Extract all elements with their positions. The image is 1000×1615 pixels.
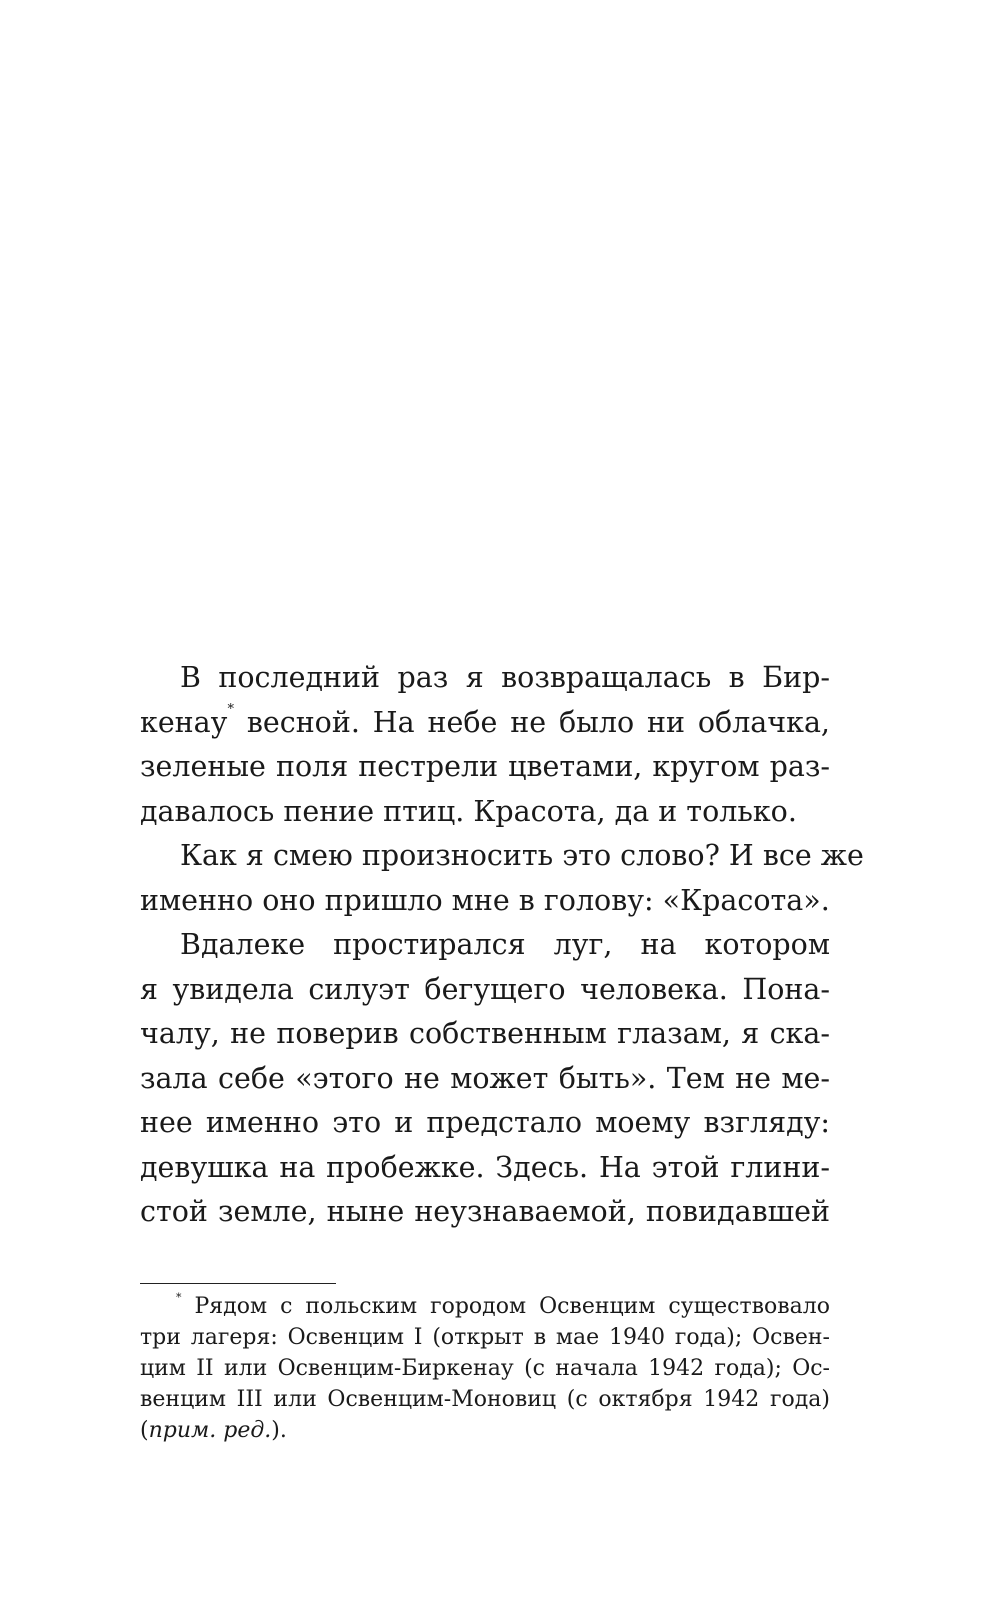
text-line: чалу, не поверив собственным глазам, я ска- (140, 1017, 830, 1050)
text-line: кенау* весной. На небе не было ни облачка, (140, 701, 830, 739)
footnote-marker: * (227, 701, 234, 717)
text-line: девушка на пробежке. Здесь. На этой глини- (140, 1150, 830, 1184)
editor-note: прим. ред. (148, 1418, 272, 1443)
text-line: я увидела силуэт бегущего человека. Пона- (140, 972, 830, 1006)
text-line: В последний раз я возвращалась в Бир- (180, 661, 830, 694)
main-text (140, 656, 864, 1235)
footnote-line: * Рядом с польским городом Освенцим существовало (176, 1291, 830, 1319)
text-line: зала себе «этого не может быть». Тем не ме- (140, 1061, 830, 1095)
text-line: Как я смею произносить это слово? И все же (180, 839, 864, 872)
text-line: давалось пение птиц. Красота, да и только. (140, 794, 797, 828)
text-line: нее именно это и предстало моему взгляду: (140, 1106, 830, 1139)
footnote (140, 1291, 830, 1446)
footnote-marker: * (176, 1291, 182, 1304)
footnote-line: цим II или Освенцим-Биркенау (с начала 1942 года); Ос- (140, 1356, 830, 1381)
text-line: именно оно пришло мне в голову: «Красота». (140, 883, 830, 917)
text-line: зеленые поля пестрели цветами, кругом раз- (140, 750, 830, 783)
footnote-line: венцим III или Освенцим-Моновиц (с октября 1942 года) (140, 1387, 830, 1412)
footnote-divider (140, 1283, 336, 1284)
text-line: стой земле, ныне неузнаваемой, повидавшей (140, 1195, 830, 1228)
text-line: Вдалеке простирался луг, на котором (180, 928, 830, 961)
footnote-line: три лагеря: Освенцим I (открыт в мае 1940 года); Освен- (140, 1325, 830, 1350)
footnote-line: (прим. ред.). (140, 1418, 287, 1443)
